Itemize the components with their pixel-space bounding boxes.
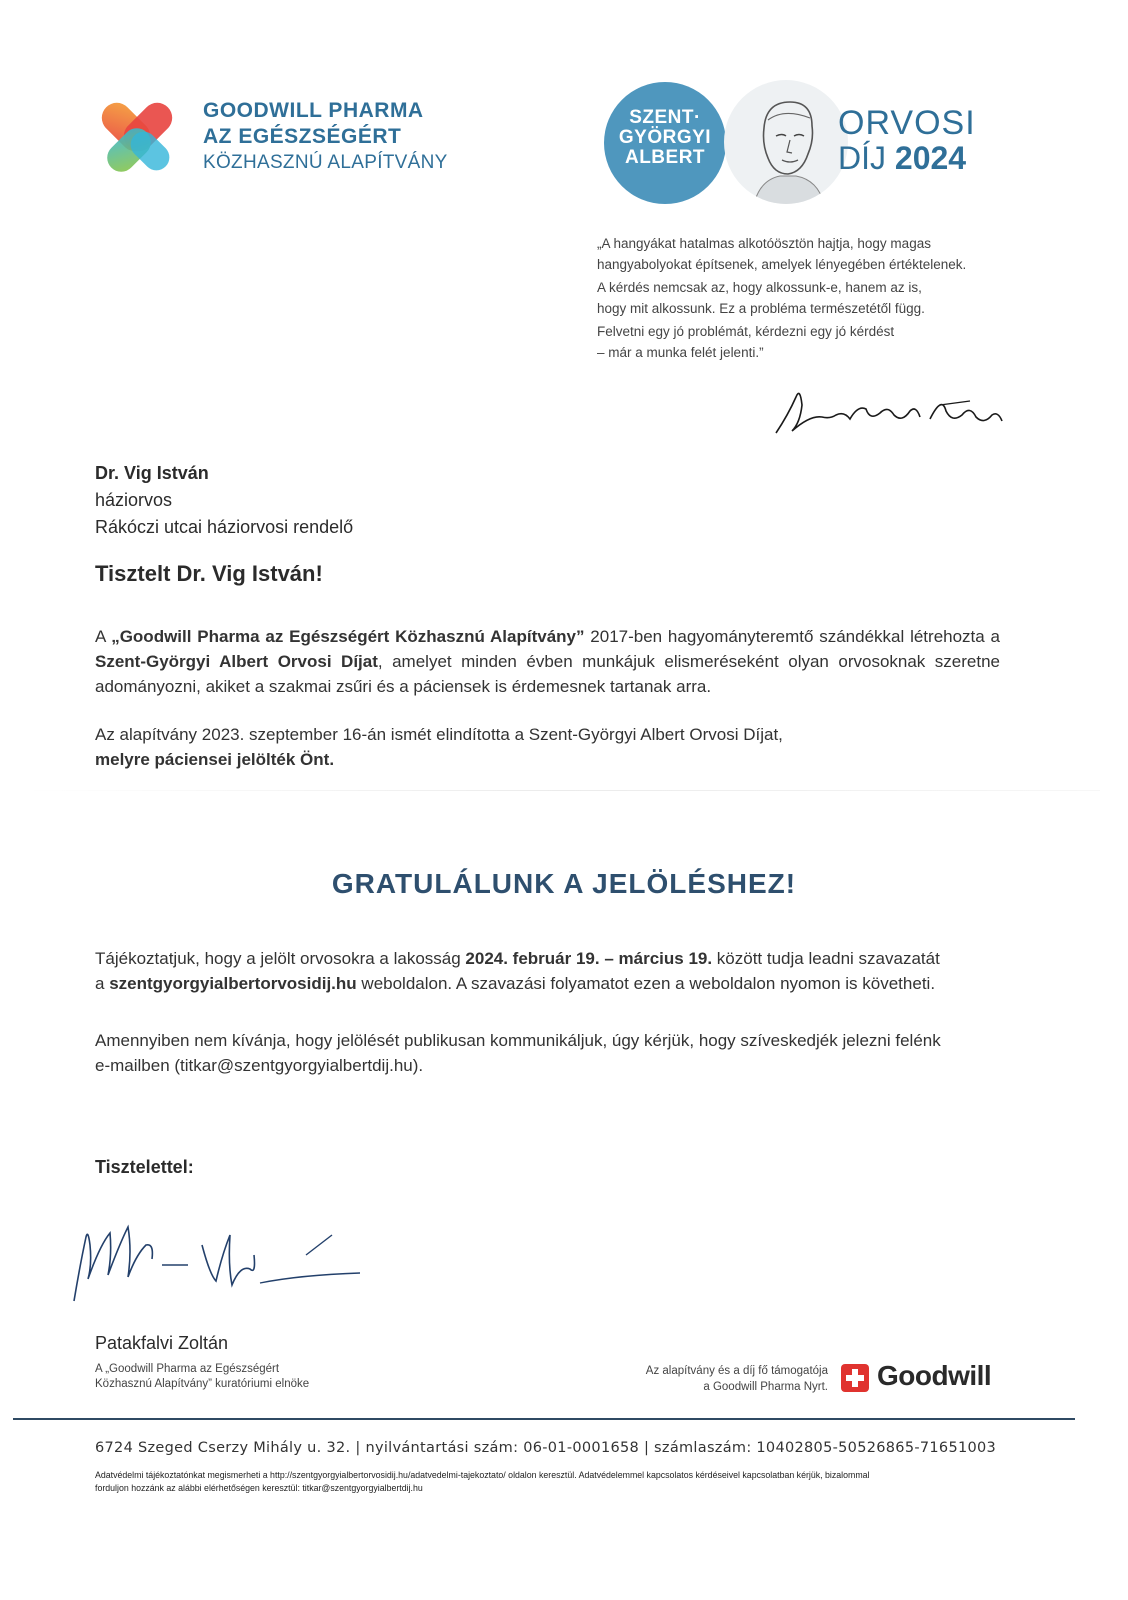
award-title-line-1: ORVOSI bbox=[838, 104, 976, 142]
signer-role bbox=[95, 1362, 309, 1392]
quote-line-1: „A hangyákat hatalmas alkotóösztön hajtja, hogy magas bbox=[597, 236, 931, 251]
quote-line-3: A kérdés nemcsak az, hogy alkossunk-e, hanem az is, bbox=[597, 280, 922, 295]
footer-rule bbox=[13, 1418, 1075, 1420]
quote-line-5: Felvetni egy jó problémát, kérdezni egy jó kérdést bbox=[597, 324, 895, 339]
org-line-3: KÖZHASZNÚ ALAPÍTVÁNY bbox=[203, 152, 448, 173]
congratulations-heading: GRATULÁLUNK A JELÖLÉSHEZ! bbox=[331, 868, 797, 899]
quote-line-6: – már a munka felét jelenti.” bbox=[597, 345, 764, 360]
goodwill-cross-icon bbox=[841, 1364, 869, 1392]
signer-name: Patakfalvi Zoltán bbox=[95, 1333, 229, 1353]
p2-text-a: Az alapítvány 2023. szeptember 16-án ismét elindította a Szent-Györgyi Albert Orvosi Díjat, bbox=[95, 725, 783, 744]
p3-text-d: a bbox=[95, 974, 110, 993]
footer-privacy-note bbox=[95, 1469, 1015, 1495]
foundation-name bbox=[203, 98, 448, 176]
signer-role-line-1: A „Goodwill Pharma az Egészségért bbox=[95, 1363, 280, 1375]
sponsor-line-1: Az alapítvány és a díj fő támogatója bbox=[645, 1365, 828, 1377]
quote-line-4: hogy mit alkossunk. Ez a probléma természetétől függ. bbox=[597, 301, 925, 316]
recipient-role: háziorvos bbox=[95, 490, 173, 510]
paragraph-2 bbox=[95, 722, 1000, 772]
goodwill-brand-logo: Goodwill bbox=[877, 1360, 992, 1391]
sponsor-line-2: a Goodwill Pharma Nyrt. bbox=[703, 1381, 828, 1393]
award-title bbox=[838, 106, 976, 176]
footer-note-line-2: forduljon hozzánk az alábbi elérhetőségen keresztül: titkar@szentgyorgyialbertdij.hu bbox=[95, 1483, 423, 1493]
quote-line-2: hangyabolyokat építsenek, amelyek lényegében értéktelenek. bbox=[597, 257, 967, 272]
p3-website: szentgyorgyialbertorvosidij.hu bbox=[109, 974, 357, 993]
salutation: Tisztelt Dr. Vig István! bbox=[95, 561, 323, 586]
p4-text-a: Amennyiben nem kívánja, hogy jelölését publikusan kommunikáljuk, úgy kérjük, hogy szíveskedjék jelezni felénk bbox=[95, 1031, 941, 1050]
award-circle-badge bbox=[604, 82, 726, 204]
sponsor-note bbox=[600, 1363, 828, 1395]
closing: Tisztelettel: bbox=[95, 1157, 194, 1177]
paragraph-4 bbox=[95, 1028, 1000, 1078]
paragraph-3 bbox=[95, 946, 1000, 996]
award-circle-line-3: ALBERT bbox=[624, 147, 706, 168]
p1-text-e: , amelyet minden évben munkájuk elismeréseként olyan orvosoknak szeretne adományozni, akiket a szakmai zsűri és a páciensek is érdemesnek tartanak arra. bbox=[95, 652, 1000, 696]
p1-foundation-name: „Goodwill Pharma az Egészségért Közhasznú Alapítvány” bbox=[111, 627, 585, 646]
footer-address: 6724 Szeged Cserzy Mihály u. 32. | nyilvántartási szám: 06-01-0001658 | számlaszám: 10402805-50526865-71651003 bbox=[95, 1440, 997, 1456]
foundation-logo-icon bbox=[92, 92, 182, 182]
quote-block bbox=[597, 233, 1017, 365]
p3-text-f: weboldalon. A szavazási folyamatot ezen a weboldalon nyomon is követheti. bbox=[356, 974, 936, 993]
org-line-2: AZ EGÉSZSÉGÉRT bbox=[203, 125, 402, 148]
footer-note-line-1: Adatvédelmi tájékoztatónkat megismerheti a http://szentgyorgyialbertorvosidij.hu/adatvedelmi-tajekoztato/ oldalon keresztül. Adatvédelemmel kapcsolatos kérdéseivel kapcsolatban kérjük, bizalommal bbox=[95, 1470, 870, 1480]
org-line-1: GOODWILL PHARMA bbox=[203, 99, 424, 122]
recipient-block bbox=[95, 460, 353, 541]
recipient-office: Rákóczi utcai háziorvosi rendelő bbox=[95, 517, 354, 537]
award-title-dij: DÍJ bbox=[838, 140, 886, 176]
handwritten-signature-quote bbox=[770, 375, 1010, 445]
signer-role-line-2: Közhasznú Alapítvány” kuratóriumi elnöke bbox=[95, 1378, 310, 1390]
award-circle-line-1: SZENT· bbox=[629, 107, 701, 128]
p1-text-a: A bbox=[95, 627, 112, 646]
p1-text-c: 2017-ben hagyományteremtő szándékkal létrehozta a bbox=[584, 627, 1000, 646]
faint-divider bbox=[20, 790, 1100, 791]
p3-voting-dates: 2024. február 19. – március 19. bbox=[465, 949, 713, 968]
award-circle-line-2: GYÖRGYI bbox=[618, 127, 712, 148]
award-title-year: 2024 bbox=[894, 140, 967, 176]
portrait-illustration bbox=[724, 80, 848, 204]
paragraph-1 bbox=[95, 624, 1000, 699]
portrait-icon bbox=[724, 80, 848, 204]
p2-nomination: melyre páciensei jelölték Önt. bbox=[95, 750, 335, 769]
handwritten-signature-chairman bbox=[70, 1215, 370, 1310]
p4-email: e-mailben (titkar@szentgyorgyialbertdij.hu). bbox=[95, 1056, 424, 1075]
p3-text-a: Tájékoztatjuk, hogy a jelölt orvosokra a lakosság bbox=[95, 949, 466, 968]
p3-text-c: között tudja leadni szavazatát bbox=[712, 949, 940, 968]
p1-award-name: Szent-Györgyi Albert Orvosi Díjat bbox=[95, 652, 378, 671]
recipient-name: Dr. Vig István bbox=[95, 463, 209, 483]
